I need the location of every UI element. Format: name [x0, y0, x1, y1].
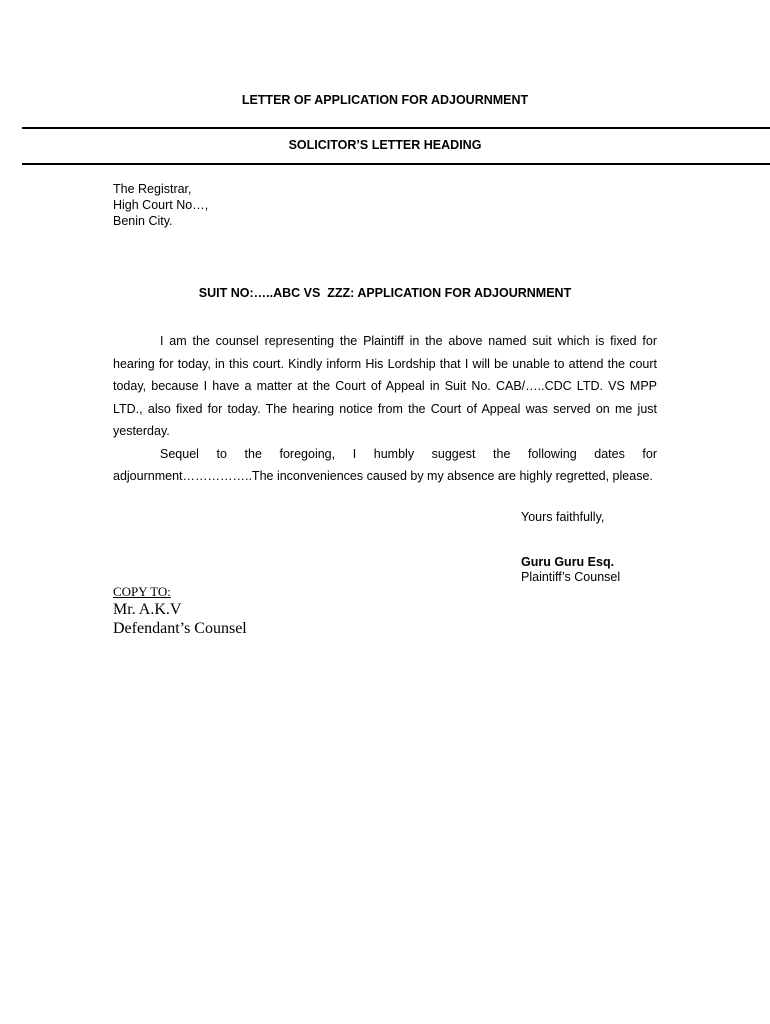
divider-bottom	[22, 163, 770, 165]
copy-recipient-role: Defendant’s Counsel	[113, 620, 247, 637]
address-line-3: Benin City.	[113, 214, 173, 228]
address-line-1: The Registrar,	[113, 182, 192, 196]
divider-top	[22, 127, 770, 129]
closing-salutation: Yours faithfully,	[521, 510, 605, 524]
signer-name: Guru Guru Esq.	[521, 555, 615, 569]
recipient-address	[113, 181, 208, 229]
body-paragraph-2: Sequel to the foregoing, I humbly suggest the following dates for adjournment……………..The inconveniences caused by my absence are highly regretted, please.	[113, 446, 657, 483]
body-paragraph-1: I am the counsel representing the Plaintiff in the above named suit which is fixed for hearing for today, in this court. Kindly inform His Lordship that I will be unable to attend the court today, because I have a matter at the Court of Appeal in Suit No. CAB/…..CDC LTD. VS MPP LTD., also fixed for today. The hearing notice from the Court of Appeal was served on me just yesterday.	[113, 334, 657, 438]
subject-line: SUIT NO:…..ABC VS ZZZ: APPLICATION FOR ADJOURNMENT	[198, 286, 572, 300]
address-line-2: High Court No…,	[113, 198, 209, 212]
document-title: LETTER OF APPLICATION FOR ADJOURNMENT	[241, 93, 529, 107]
letter-body	[113, 330, 657, 488]
signer-role: Plaintiff’s Counsel	[521, 570, 621, 584]
copy-recipient-name: Mr. A.K.V	[113, 601, 182, 618]
copy-to-label: COPY TO:	[113, 584, 171, 599]
letter-heading: SOLICITOR’S LETTER HEADING	[288, 138, 482, 152]
